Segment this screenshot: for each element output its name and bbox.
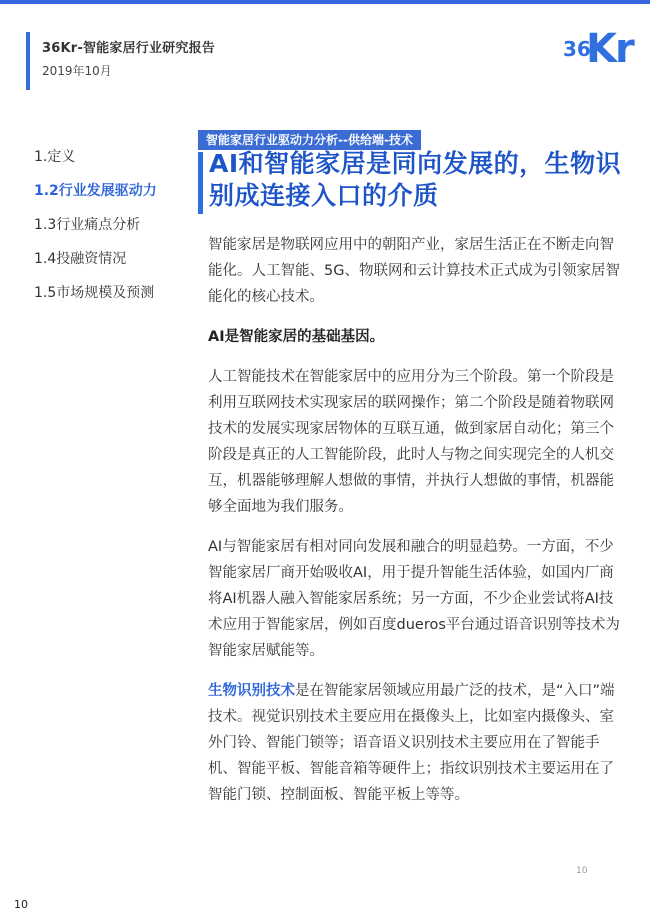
page-headline: AI和智能家居是同向发展的，生物识别成连接入口的介质 — [209, 149, 622, 210]
table-of-contents — [34, 140, 157, 310]
paragraph-intro: 智能家居是物联网应用中的朝阳产业，家居生活正在不断走向智能化。人工智能、5G、物联网和云计算技术正式成为引领家居智能化的核心技术。 — [208, 237, 620, 305]
document-title: 36Kr-智能家居行业研究报告 — [42, 41, 215, 56]
toc-item-investment[interactable]: 1.4投融资情况 — [34, 251, 127, 267]
toc-item-drivers[interactable]: 1.2行业发展驱动力 — [34, 183, 157, 199]
top-accent-rule — [0, 0, 650, 4]
subheading-ai: AI是智能家居的基础基因。 — [208, 329, 385, 345]
toc-item-market-size[interactable]: 1.5市场规模及预测 — [34, 285, 155, 301]
page-number: 10 — [14, 898, 28, 911]
toc-item-pain-points[interactable]: 1.3行业痛点分析 — [34, 217, 141, 233]
paragraph-ai-trend: AI与智能家居有相对同向发展和融合的明显趋势。一方面，不少智能家居厂商开始吸收AI，用于提升智能生活体验，如国内厂商将AI机器人融入智能家居系统；另一方面，不少企业尝试将AI技术应用于智能家居，例如百度dueros平台通过语音识别等技术为智能家居赋能等。 — [208, 539, 620, 659]
headline-accent-bar — [198, 152, 203, 214]
highlight-biometrics: 生物识别技术 — [208, 683, 295, 699]
inner-page-number: 10 — [576, 866, 588, 876]
logo-letters: Kr — [586, 26, 633, 72]
paragraph-biometrics-text: 是在智能家居领域应用最广泛的技术，是“入口”端技术。视觉识别技术主要应用在摄像头上，比如室内摄像头、室外门铃、智能门锁等；语音语义识别技术主要应用在了智能手机、智能平板、智能音箱等硬件上；指纹识别技术主要运用在了智能门锁、控制面板、智能平板上等等。 — [208, 683, 615, 803]
logo-digits: 36 — [563, 37, 591, 61]
section-tag: 智能家居行业驱动力分析--供给端-技术 — [198, 130, 421, 150]
article-body — [208, 232, 626, 808]
paragraph-ai-stages: 人工智能技术在智能家居中的应用分为三个阶段。第一个阶段是利用互联网技术实现家居的联网操作；第二个阶段是随着物联网技术的发展实现家居物体的互联互通，做到家居自动化；第三个阶段是真正的人工智能阶段，此时人与物之间实现完全的人机交互，机器能够理解人想做的事情，并执行人想做的事情，机器能够全面地为我们服务。 — [208, 369, 614, 515]
paragraph-biometrics — [208, 678, 626, 808]
header-accent-bar — [26, 32, 30, 90]
toc-item-definition[interactable]: 1.定义 — [34, 149, 76, 165]
36kr-logo — [563, 26, 633, 78]
document-date: 2019年10月 — [42, 64, 112, 78]
